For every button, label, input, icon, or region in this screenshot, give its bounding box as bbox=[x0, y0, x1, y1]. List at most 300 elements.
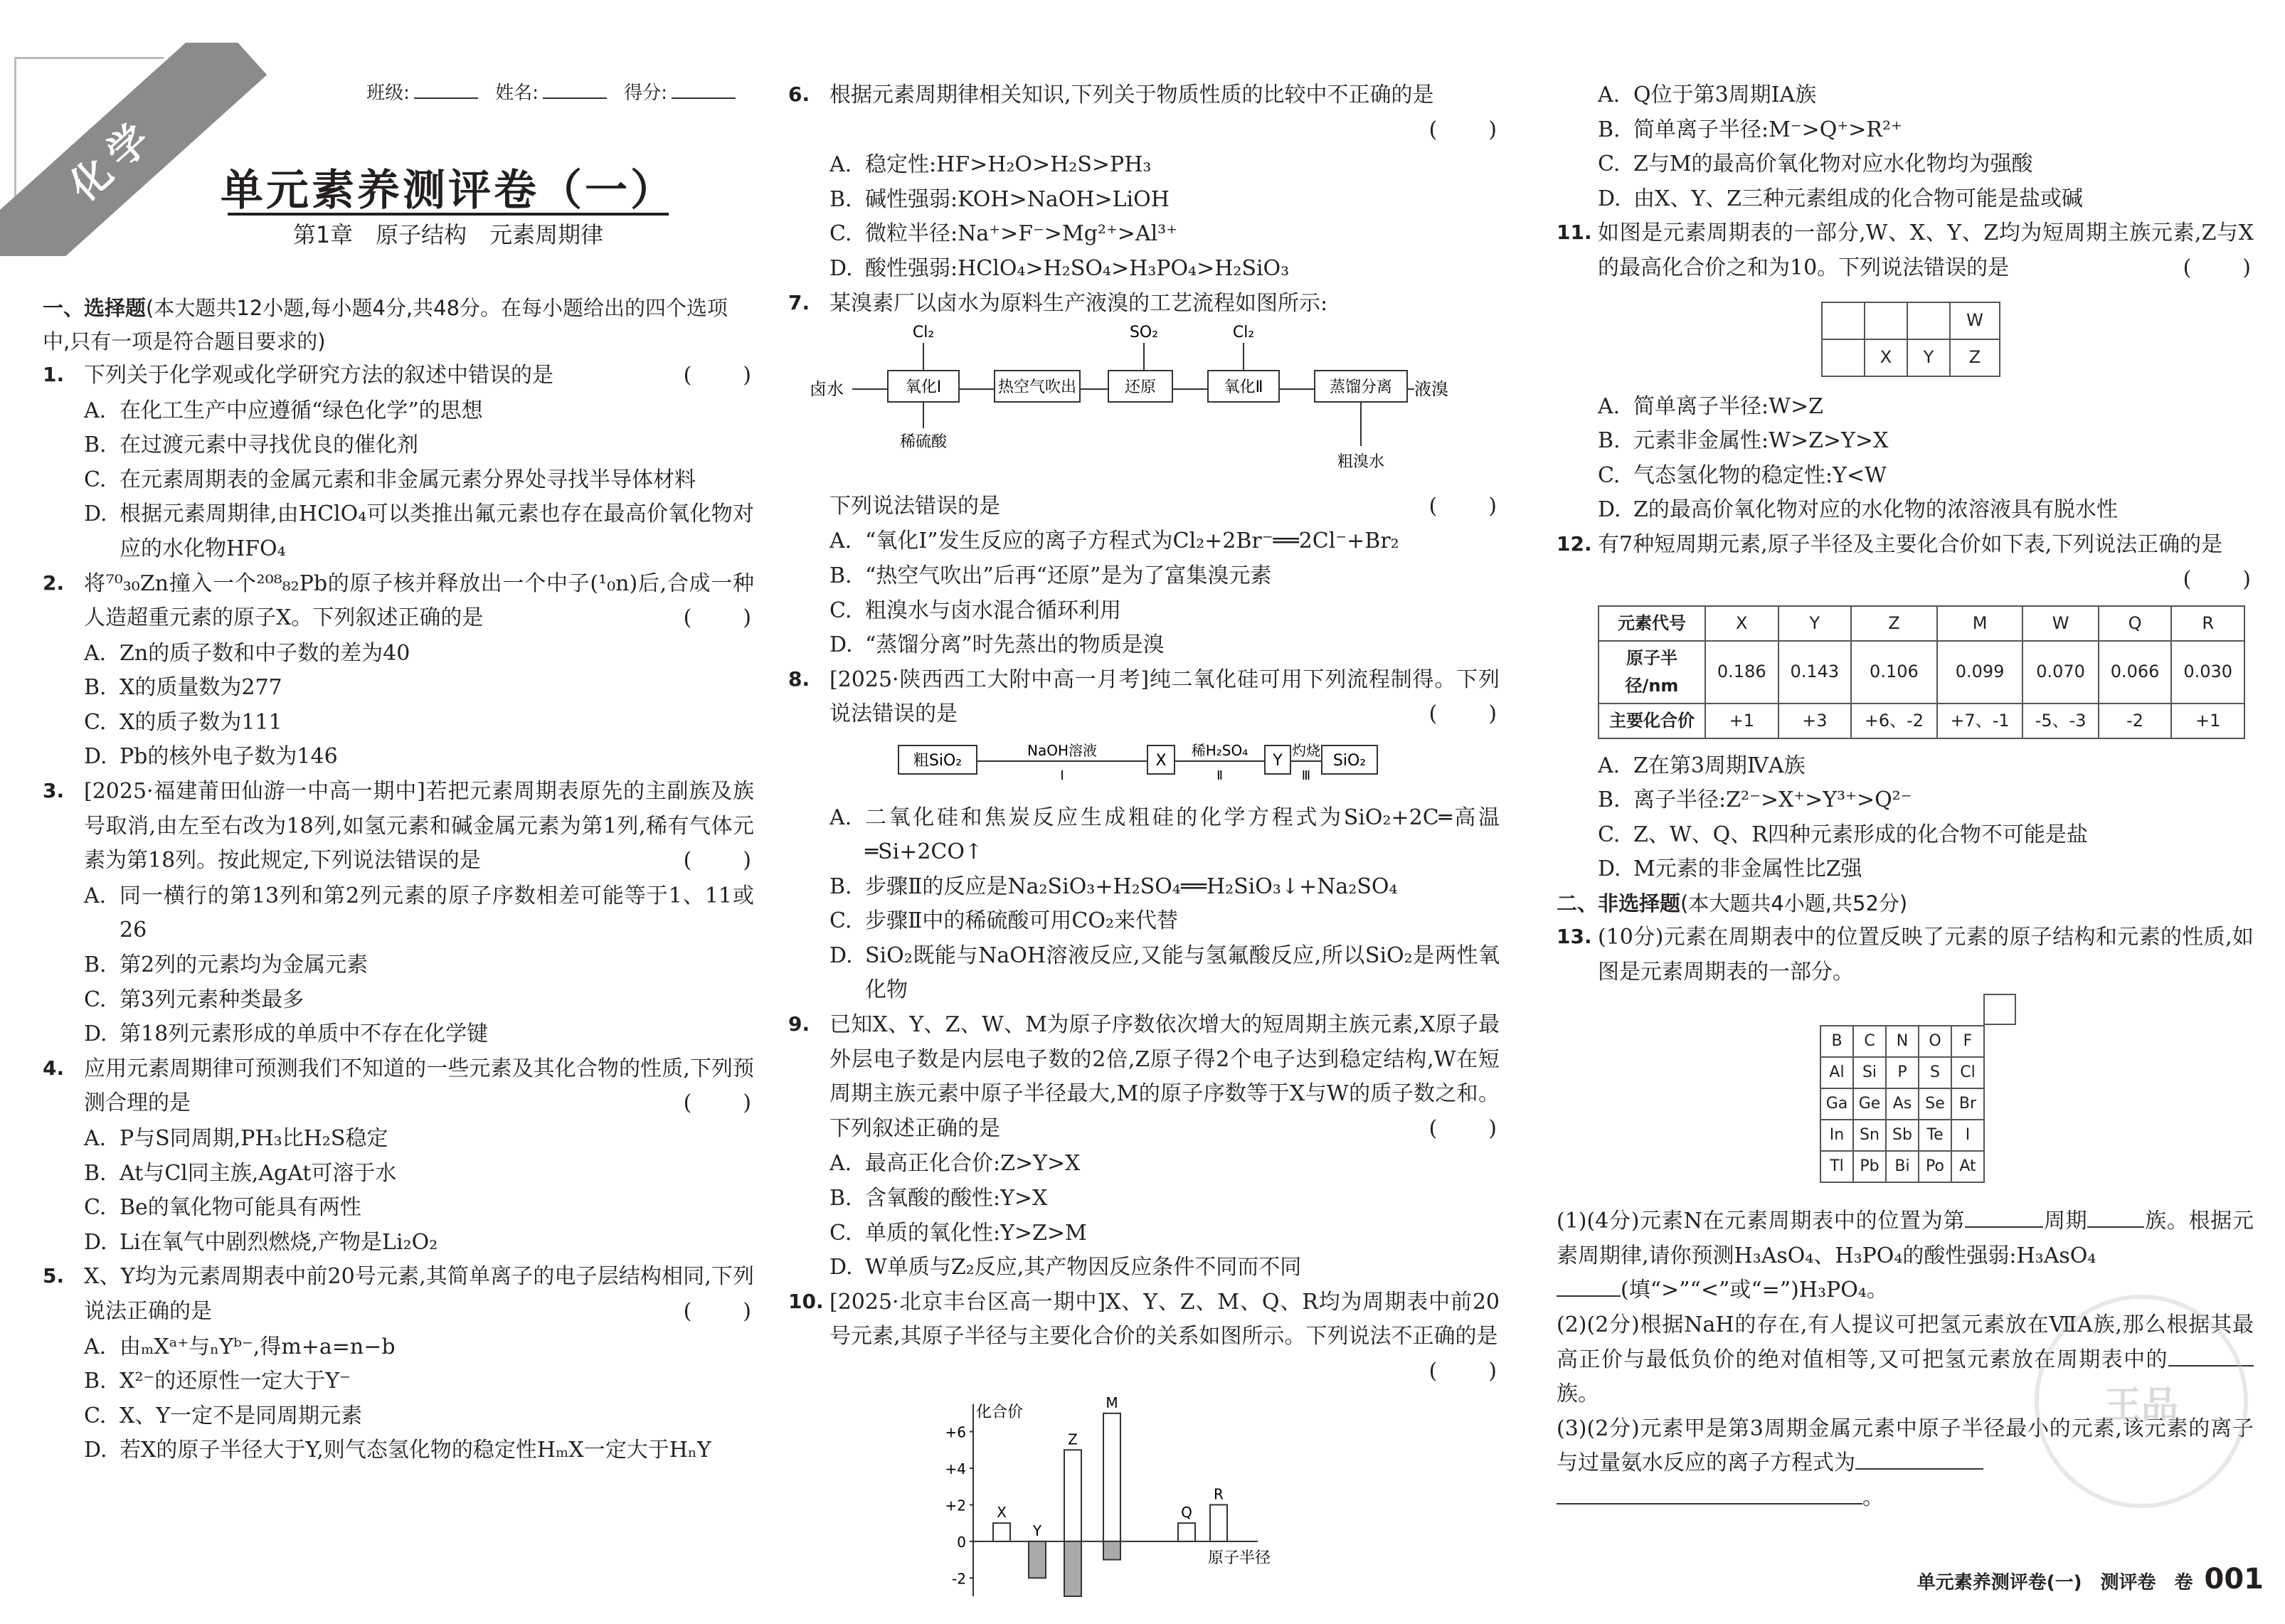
question-stem: 将⁷⁰₃₀Zn撞入一个²⁰⁸₈₂Pb的原子核并释放出一个中子(¹₀n)后,合成一种人造超重元素的原子X。下列叙述正确的是 bbox=[84, 570, 754, 631]
q13-part3-text-b: 。 bbox=[1862, 1485, 1884, 1510]
table-cell: 0.106 bbox=[1851, 641, 1937, 704]
element-cell: B bbox=[1820, 1026, 1853, 1057]
option-text: 步骤Ⅱ中的稀硫酸可用CO₂来代替 bbox=[865, 908, 1178, 934]
cell-z: Z bbox=[1950, 339, 2000, 376]
table-cell: +7、-1 bbox=[1937, 704, 2023, 738]
flow-start: 卤水 bbox=[810, 379, 844, 400]
valence-radius-chart bbox=[788, 1390, 1500, 1610]
question-8 bbox=[788, 663, 1500, 1008]
section-one-heading bbox=[43, 292, 754, 359]
option-1[interactable] bbox=[43, 948, 754, 983]
option-2[interactable] bbox=[788, 594, 1500, 629]
question-stem: [2025·福建莆田仙游一中高一期中]若把元素周期表原先的主副族及族号取消,由左至右改为18列,如氢元素和碱金属元素为第1列,稀有气体元素为第18列。按此规定,下列说法错误的是 bbox=[84, 779, 754, 874]
column-left bbox=[43, 0, 754, 1624]
option-text: 简单离子半径:W>Z bbox=[1633, 393, 1823, 419]
answer-parentheses[interactable]: ( ) bbox=[1428, 701, 1500, 727]
option-letter: B. bbox=[84, 675, 107, 701]
option-1[interactable] bbox=[1557, 783, 2254, 818]
option-text: 稳定性:HF>H₂O>H₂S>PH₃ bbox=[865, 152, 1152, 178]
option-text: 单质的氧化性:Y>Z>M bbox=[865, 1220, 1087, 1246]
option-0[interactable] bbox=[1557, 390, 2254, 425]
option-letter: C. bbox=[84, 709, 107, 735]
option-3[interactable] bbox=[788, 939, 1500, 1008]
question-11-options bbox=[1557, 390, 2254, 528]
option-1[interactable] bbox=[788, 559, 1500, 594]
option-2[interactable] bbox=[43, 1399, 754, 1434]
question-7 bbox=[788, 287, 1500, 663]
option-2[interactable] bbox=[1557, 818, 2254, 853]
category-label: R bbox=[1214, 1485, 1224, 1503]
student-info bbox=[366, 78, 747, 108]
option-0[interactable] bbox=[788, 801, 1500, 870]
flow-condition: 灼烧 bbox=[1292, 741, 1320, 759]
score-field[interactable] bbox=[672, 97, 736, 99]
element-cell: Sn bbox=[1853, 1120, 1886, 1151]
table-cell: +3 bbox=[1778, 704, 1852, 738]
option-text: 在过渡元素中寻找优良的催化剂 bbox=[120, 432, 418, 458]
options bbox=[43, 879, 754, 1052]
option-1[interactable] bbox=[1557, 424, 2254, 459]
answer-blank-equation-b[interactable] bbox=[1557, 1503, 1862, 1504]
column-left-body bbox=[43, 292, 754, 1468]
option-text: 简单离子半径:M⁻>Q⁺>R²⁺ bbox=[1633, 117, 1902, 142]
element-cell: At bbox=[1951, 1151, 1984, 1182]
answer-parentheses[interactable]: ( ) bbox=[683, 848, 754, 874]
flow-end: 液溴 bbox=[1414, 379, 1448, 400]
question-7-ask: 下列说法错误的是 bbox=[829, 493, 1000, 519]
question-10 bbox=[788, 1285, 1500, 1621]
table-cell: 0.186 bbox=[1705, 641, 1778, 704]
table-header: 元素代号 bbox=[1599, 606, 1705, 641]
question-3 bbox=[43, 775, 754, 1052]
question-number: 12. bbox=[1557, 531, 1592, 556]
option-letter: C. bbox=[84, 987, 107, 1012]
element-cell: Bi bbox=[1886, 1151, 1919, 1182]
option-text: 步骤Ⅱ的反应是Na₂SiO₃+H₂SO₄══H₂SiO₃↓+Na₂SO₄ bbox=[865, 874, 1398, 899]
flow-condition: 稀H₂SO₄ bbox=[1191, 741, 1248, 759]
element-cell: As bbox=[1886, 1088, 1919, 1120]
table-cell: -5、-3 bbox=[2022, 704, 2098, 738]
y-tick-label: -2 bbox=[952, 1569, 966, 1587]
element-cell: P bbox=[1886, 1057, 1919, 1088]
bromine-flow-diagram bbox=[788, 322, 1500, 478]
element-cell: Po bbox=[1919, 1151, 1951, 1182]
question-2 bbox=[43, 567, 754, 775]
option-text: P与S同周期,PH₃比H₂S稳定 bbox=[120, 1126, 388, 1151]
option-text: 第2列的元素均为金属元素 bbox=[120, 952, 369, 978]
flow-node: SiO₂ bbox=[1332, 751, 1367, 770]
option-text: X的质子数为111 bbox=[120, 709, 282, 735]
table-cell: -2 bbox=[2099, 704, 2172, 738]
option-2[interactable] bbox=[43, 983, 754, 1018]
category-label: Z bbox=[1068, 1430, 1078, 1448]
negative-valence-bar bbox=[1103, 1541, 1120, 1559]
question-number: 11. bbox=[1557, 221, 1592, 245]
option-text: Li在氧气中剧烈燃烧,产物是Li₂O₂ bbox=[120, 1229, 438, 1255]
periodic-fragment-table bbox=[1821, 302, 2000, 377]
option-3[interactable] bbox=[1557, 182, 2254, 217]
option-text: 同一横行的第13列和第2列元素的原子序数相差可能等于1、11或26 bbox=[120, 883, 754, 943]
option-letter: D. bbox=[84, 744, 107, 770]
question-stem: 下列关于化学观或化学研究方法的叙述中错误的是 bbox=[84, 362, 553, 388]
option-letter: A. bbox=[84, 1126, 107, 1151]
table-cell: +1 bbox=[1705, 704, 1778, 738]
option-letter: C. bbox=[1598, 462, 1621, 488]
option-2[interactable] bbox=[788, 217, 1500, 252]
option-3[interactable] bbox=[43, 740, 754, 775]
option-letter: D. bbox=[1598, 497, 1621, 523]
question-number: 6. bbox=[788, 83, 810, 106]
option-1[interactable] bbox=[788, 1182, 1500, 1216]
category-label: M bbox=[1106, 1394, 1118, 1411]
question-12 bbox=[1557, 528, 2254, 887]
question-number: 3. bbox=[43, 779, 65, 803]
positive-valence-bar bbox=[1178, 1523, 1195, 1541]
option-0[interactable] bbox=[43, 394, 754, 429]
option-0[interactable] bbox=[43, 1122, 754, 1157]
option-letter: D. bbox=[84, 501, 107, 527]
category-label: X bbox=[997, 1503, 1007, 1521]
flow-step-number: Ⅱ bbox=[1216, 768, 1223, 783]
option-text: 含氧酸的酸性:Y>X bbox=[865, 1186, 1048, 1211]
option-letter: C. bbox=[1598, 822, 1621, 847]
flow-node: X bbox=[1155, 751, 1167, 770]
answer-blank-equation-a[interactable] bbox=[1855, 1468, 1983, 1470]
answer-parentheses[interactable]: ( ) bbox=[1428, 1115, 1500, 1141]
question-stem: 根据元素周期律相关知识,下列关于物质性质的比较中不正确的是 bbox=[829, 83, 1434, 107]
answer-parentheses[interactable]: ( ) bbox=[2183, 566, 2254, 592]
option-letter: C. bbox=[1598, 152, 1621, 177]
y-tick-label: +4 bbox=[945, 1460, 966, 1477]
option-text: 最高正化合价:Z>Y>X bbox=[865, 1151, 1081, 1177]
cell-y: Y bbox=[1907, 339, 1950, 376]
question-11 bbox=[1557, 216, 2254, 528]
flow-step-number: Ⅲ bbox=[1301, 768, 1311, 783]
option-text: SiO₂既能与NaOH溶液反应,又能与氢氟酸反应,所以SiO₂是两性氧化物 bbox=[865, 943, 1500, 1003]
page-title: 单元素养测评卷（一） bbox=[221, 166, 676, 216]
question-9 bbox=[788, 1008, 1500, 1285]
negative-valence-bar bbox=[1029, 1541, 1046, 1577]
option-text: Zn的质子数和中子数的差为40 bbox=[120, 640, 410, 666]
option-text: “氧化Ⅰ”发生反应的离子方程式为Cl₂+2Br⁻══2Cl⁻+Br₂ bbox=[865, 529, 1399, 554]
option-letter: B. bbox=[829, 874, 852, 899]
answer-parentheses[interactable]: ( ) bbox=[2183, 255, 2254, 280]
option-letter: B. bbox=[829, 186, 852, 212]
class-field[interactable] bbox=[414, 97, 478, 99]
option-0[interactable] bbox=[1557, 78, 2254, 113]
flow-step: 热空气吹出 bbox=[997, 378, 1077, 397]
option-text: 元素非金属性:W>Z>Y>X bbox=[1633, 428, 1889, 454]
element-cell: N bbox=[1886, 1026, 1919, 1057]
option-2[interactable] bbox=[1557, 459, 2254, 494]
option-letter: A. bbox=[1598, 83, 1621, 107]
table-col-header: M bbox=[1937, 606, 2023, 641]
option-0[interactable] bbox=[43, 1330, 754, 1365]
option-0[interactable] bbox=[1557, 749, 2254, 784]
answer-parentheses[interactable]: ( ) bbox=[683, 362, 754, 388]
option-3[interactable] bbox=[1557, 852, 2254, 887]
question-stem: [2025·北京丰台区高一期中]X、Y、Z、M、Q、R均为周期表中前20号元素,其原子半径与主要化合价的关系如图所示。下列说法不正确的是 bbox=[829, 1289, 1500, 1349]
answer-parentheses[interactable]: ( ) bbox=[683, 1090, 754, 1116]
watermark-seal: 王品 bbox=[2035, 1295, 2248, 1508]
name-field[interactable] bbox=[543, 97, 607, 99]
option-letter: B. bbox=[84, 952, 107, 978]
option-3[interactable] bbox=[43, 1433, 754, 1468]
table-row-header: 原子半径/nm bbox=[1599, 641, 1705, 704]
option-letter: A. bbox=[84, 640, 107, 666]
element-cell: Ga bbox=[1820, 1088, 1853, 1120]
option-letter: D. bbox=[829, 632, 853, 658]
q13-part1 bbox=[1557, 1204, 2254, 1308]
option-1[interactable] bbox=[1557, 113, 2254, 148]
options bbox=[43, 394, 754, 567]
option-letter: C. bbox=[84, 467, 107, 492]
option-letter: D. bbox=[84, 1229, 107, 1255]
option-letter: B. bbox=[829, 1186, 852, 1211]
negative-valence-bar bbox=[1064, 1541, 1081, 1596]
page-number: 001 bbox=[2204, 1563, 2264, 1596]
option-letter: A. bbox=[829, 529, 852, 554]
option-letter: B. bbox=[829, 563, 852, 588]
option-3[interactable] bbox=[788, 252, 1500, 287]
option-letter: C. bbox=[829, 1220, 852, 1246]
options bbox=[43, 637, 754, 775]
option-text: Z的最高价氧化物对应的水化物的浓溶液具有脱水性 bbox=[1633, 497, 2118, 523]
option-text: 由ₘXᵃ⁺与ₙYᵇ⁻,得m+a=n−b bbox=[120, 1334, 396, 1359]
option-letter: A. bbox=[829, 152, 852, 178]
answer-parentheses[interactable]: ( ) bbox=[683, 1298, 754, 1324]
question-4 bbox=[43, 1052, 754, 1261]
positive-valence-bar bbox=[1064, 1450, 1081, 1541]
element-cell: Cl bbox=[1951, 1057, 1984, 1088]
option-text: X²⁻的还原性一定大于Y⁻ bbox=[120, 1369, 351, 1394]
column-middle-body bbox=[788, 78, 1500, 1621]
option-text: 在化工生产中应遵循“绿色化学”的思想 bbox=[120, 398, 483, 423]
question-number: 13. bbox=[1557, 924, 1592, 948]
option-letter: A. bbox=[829, 805, 852, 830]
option-letter: B. bbox=[84, 1160, 107, 1186]
question-number: 8. bbox=[788, 667, 810, 691]
option-text: 在元素周期表的金属元素和非金属元素分界处寻找半导体材料 bbox=[120, 467, 696, 492]
option-1[interactable] bbox=[788, 870, 1500, 905]
question-6 bbox=[788, 78, 1500, 287]
question-stem: (10分)元素在周期表中的位置反映了元素的原子结构和元素的性质,如图是元素周期表的一部分。 bbox=[1598, 924, 2254, 985]
table-cell: +6、-2 bbox=[1851, 704, 1937, 738]
q13-part3-text-a: (3)(2分)元素甲是第3周期金属元素中原子半径最小的元素,该元素的离子与过量氨水反应的离子方程式为 bbox=[1557, 1416, 2254, 1476]
page-footer bbox=[1917, 1556, 2264, 1603]
option-0[interactable] bbox=[43, 637, 754, 672]
option-letter: A. bbox=[1598, 393, 1621, 419]
category-label: Y bbox=[1032, 1522, 1042, 1539]
answer-blank-compare[interactable] bbox=[1557, 1295, 1621, 1297]
option-text: 气态氢化物的稳定性:Y<W bbox=[1633, 462, 1887, 488]
table-col-header: X bbox=[1705, 606, 1778, 641]
question-number: 5. bbox=[43, 1264, 65, 1288]
side-label: 粗溴水 bbox=[1337, 453, 1385, 472]
table-cell: 0.070 bbox=[2022, 641, 2098, 704]
option-letter: A. bbox=[84, 398, 107, 423]
option-1[interactable] bbox=[43, 671, 754, 706]
option-text: Z、W、Q、R四种元素形成的化合物不可能是盐 bbox=[1633, 822, 2088, 847]
element-cell: In bbox=[1820, 1120, 1853, 1151]
option-0[interactable] bbox=[788, 1147, 1500, 1182]
element-cell: Br bbox=[1951, 1088, 1984, 1120]
option-text: At与Cl同主族,AgAt可溶于水 bbox=[120, 1160, 397, 1186]
table-cell: 0.099 bbox=[1937, 641, 2023, 704]
answer-blank-group[interactable] bbox=[2087, 1226, 2144, 1228]
section-one-note: (本大题共12小题,每小题4分,共48分。在每小题给出的四个选项中,只有一项是符合题目要求的) bbox=[43, 296, 728, 354]
flow-step: 蒸馏分离 bbox=[1329, 378, 1393, 397]
option-2[interactable] bbox=[43, 463, 754, 498]
positive-valence-bar bbox=[1210, 1504, 1227, 1541]
option-0[interactable] bbox=[43, 879, 754, 948]
option-3[interactable] bbox=[43, 497, 754, 566]
question-stem: 有7种短周期元素,原子半径及主要化合价如下表,下列说法正确的是 bbox=[1598, 531, 2223, 557]
option-text: Pb的核外电子数为146 bbox=[120, 744, 338, 770]
option-2[interactable] bbox=[43, 1191, 754, 1226]
element-cell: I bbox=[1951, 1120, 1984, 1151]
option-text: X的质量数为277 bbox=[120, 675, 282, 701]
element-cell: S bbox=[1919, 1057, 1951, 1088]
option-text: 第3列元素种类最多 bbox=[120, 987, 304, 1012]
question-stem: [2025·陕西西工大附中高一月考]纯二氧化硅可用下列流程制得。下列说法错误的是 bbox=[829, 667, 1500, 727]
option-1[interactable] bbox=[43, 428, 754, 463]
options bbox=[43, 1330, 754, 1468]
section-one-title: 一、选择题 bbox=[43, 296, 147, 320]
table-cell: 0.143 bbox=[1778, 641, 1852, 704]
option-letter: D. bbox=[829, 1255, 853, 1280]
option-letter: C. bbox=[829, 221, 852, 247]
option-letter: D. bbox=[829, 943, 853, 968]
score-label: 得分: bbox=[624, 83, 667, 104]
element-cell: Se bbox=[1919, 1088, 1951, 1120]
question-stem: X、Y均为元素周期表中前20号元素,其简单离子的电子层结构相同,下列说法正确的是 bbox=[84, 1264, 754, 1324]
question-number: 9. bbox=[788, 1012, 810, 1036]
option-letter: D. bbox=[84, 1021, 107, 1047]
option-letter: C. bbox=[84, 1195, 107, 1221]
option-1[interactable] bbox=[788, 183, 1500, 218]
option-3[interactable] bbox=[1557, 493, 2254, 528]
option-text: Z在第3周期ⅣA族 bbox=[1633, 753, 1806, 778]
y-tick-label: +6 bbox=[945, 1423, 966, 1441]
element-property-table bbox=[1598, 605, 2245, 739]
option-letter: B. bbox=[1598, 117, 1621, 142]
category-label: Q bbox=[1181, 1503, 1192, 1521]
table-col-header: Q bbox=[2099, 606, 2172, 641]
question-stem: 应用元素周期律可预测我们不知道的一些元素及其化合物的性质,下列预测合理的是 bbox=[84, 1056, 754, 1116]
option-text: Q位于第3周期ⅠA族 bbox=[1633, 83, 1817, 107]
table-col-header: Y bbox=[1778, 606, 1852, 641]
element-cell: Pb bbox=[1853, 1151, 1886, 1182]
y-tick-label: +2 bbox=[945, 1497, 966, 1514]
flow-condition: NaOH溶液 bbox=[1027, 741, 1097, 759]
question-8-options bbox=[788, 801, 1500, 1009]
options bbox=[788, 148, 1500, 286]
flow-step-number: Ⅰ bbox=[1060, 768, 1064, 783]
option-letter: D. bbox=[1598, 856, 1621, 882]
option-2[interactable] bbox=[788, 1216, 1500, 1251]
option-text: Be的氧化物可能具有两性 bbox=[120, 1195, 361, 1221]
question-12-options bbox=[1557, 749, 2254, 887]
cell-w: W bbox=[1950, 302, 2000, 339]
question-5 bbox=[43, 1260, 754, 1468]
option-1[interactable] bbox=[43, 1157, 754, 1192]
table-cell: 0.030 bbox=[2171, 641, 2244, 704]
element-cell: O bbox=[1919, 1026, 1951, 1057]
question-number: 10. bbox=[788, 1289, 824, 1313]
option-2[interactable] bbox=[1557, 147, 2254, 182]
q13-part2-text-b: 族。 bbox=[1557, 1381, 1599, 1407]
option-letter: C. bbox=[84, 1403, 107, 1428]
reagent-label: Cl₂ bbox=[912, 324, 935, 342]
q13-part1-text-d: (填“>”“<”或“=”)H₃PO₄。 bbox=[1621, 1278, 1888, 1303]
table-cell: 0.066 bbox=[2099, 641, 2172, 704]
option-letter: B. bbox=[84, 432, 107, 458]
question-stem: 如图是元素周期表的一部分,W、X、Y、Z均为短周期主族元素,Z与X的最高化合价之和为10。下列说法错误的是 bbox=[1598, 221, 2254, 280]
subject-label: 化学 bbox=[0, 43, 267, 256]
section-two-note: (本大题共4小题,共52分) bbox=[1680, 891, 1908, 916]
answer-parentheses[interactable]: ( ) bbox=[683, 605, 754, 631]
option-1[interactable] bbox=[43, 1364, 754, 1399]
option-3[interactable] bbox=[43, 1226, 754, 1261]
answer-parentheses[interactable]: ( ) bbox=[1428, 493, 1500, 519]
option-text: 第18列元素形成的单质中不存在化学键 bbox=[120, 1021, 489, 1047]
element-cell: Ge bbox=[1853, 1088, 1886, 1120]
option-text: 由X、Y、Z三种元素组成的化合物可能是盐或碱 bbox=[1633, 186, 2084, 211]
reagent-label: SO₂ bbox=[1129, 324, 1159, 342]
periodic-table-block bbox=[1557, 994, 2254, 1200]
question-number: 4. bbox=[43, 1056, 65, 1080]
y-tick-label: 0 bbox=[957, 1533, 966, 1551]
option-text: X、Y一定不是同周期元素 bbox=[120, 1403, 363, 1428]
option-text: 二氧化硅和焦炭反应生成粗硅的化学方程式为SiO₂+2C═高温═Si+2CO↑ bbox=[865, 805, 1500, 865]
option-3[interactable] bbox=[788, 628, 1500, 663]
option-2[interactable] bbox=[788, 904, 1500, 939]
option-text: 微粒半径:Na⁺>F⁻>Mg²⁺>Al³⁺ bbox=[865, 221, 1178, 247]
table-col-header: R bbox=[2171, 606, 2244, 641]
option-0[interactable] bbox=[788, 524, 1500, 559]
section-two-heading bbox=[1557, 887, 2254, 920]
option-3[interactable] bbox=[43, 1017, 754, 1052]
option-text: 粗溴水与卤水混合循环利用 bbox=[865, 598, 1121, 623]
option-0[interactable] bbox=[788, 148, 1500, 183]
answer-blank-period[interactable] bbox=[1965, 1226, 2043, 1228]
question-7-options bbox=[788, 524, 1500, 662]
option-text: Z与M的最高价氧化物对应水化物均为强酸 bbox=[1633, 152, 2033, 177]
table-cell: +1 bbox=[2171, 704, 2244, 738]
side-label: 稀硫酸 bbox=[899, 433, 948, 452]
answer-parentheses[interactable]: ( ) bbox=[1428, 117, 1500, 142]
option-3[interactable] bbox=[788, 1251, 1500, 1285]
question-number: 2. bbox=[43, 570, 65, 595]
question-stem: 某溴素厂以卤水为原料生产液溴的工艺流程如图所示: bbox=[829, 290, 1328, 316]
question-1 bbox=[43, 359, 754, 567]
option-letter: D. bbox=[84, 1438, 107, 1463]
question-number: 1. bbox=[43, 362, 65, 386]
y-axis-label: 化合价 bbox=[976, 1403, 1024, 1421]
blank-periodic-cell bbox=[1983, 994, 2016, 1025]
option-text: “蒸馏分离”时先蒸出的物质是溴 bbox=[865, 632, 1165, 658]
option-2[interactable] bbox=[43, 706, 754, 741]
option-text: 根据元素周期律,由HClO₄可以类推出氟元素也存在最高价氧化物对应的水化物HFO₄ bbox=[120, 501, 754, 561]
periodic-table-fragment bbox=[1820, 1025, 1985, 1183]
element-cell: F bbox=[1951, 1026, 1984, 1057]
option-letter: A. bbox=[1598, 753, 1621, 778]
option-letter: A. bbox=[84, 883, 107, 908]
column-middle bbox=[788, 0, 1500, 1624]
answer-parentheses[interactable]: ( ) bbox=[1428, 1359, 1500, 1384]
option-text: 酸性强弱:HClO₄>H₂SO₄>H₃PO₄>H₂SiO₃ bbox=[865, 255, 1290, 281]
